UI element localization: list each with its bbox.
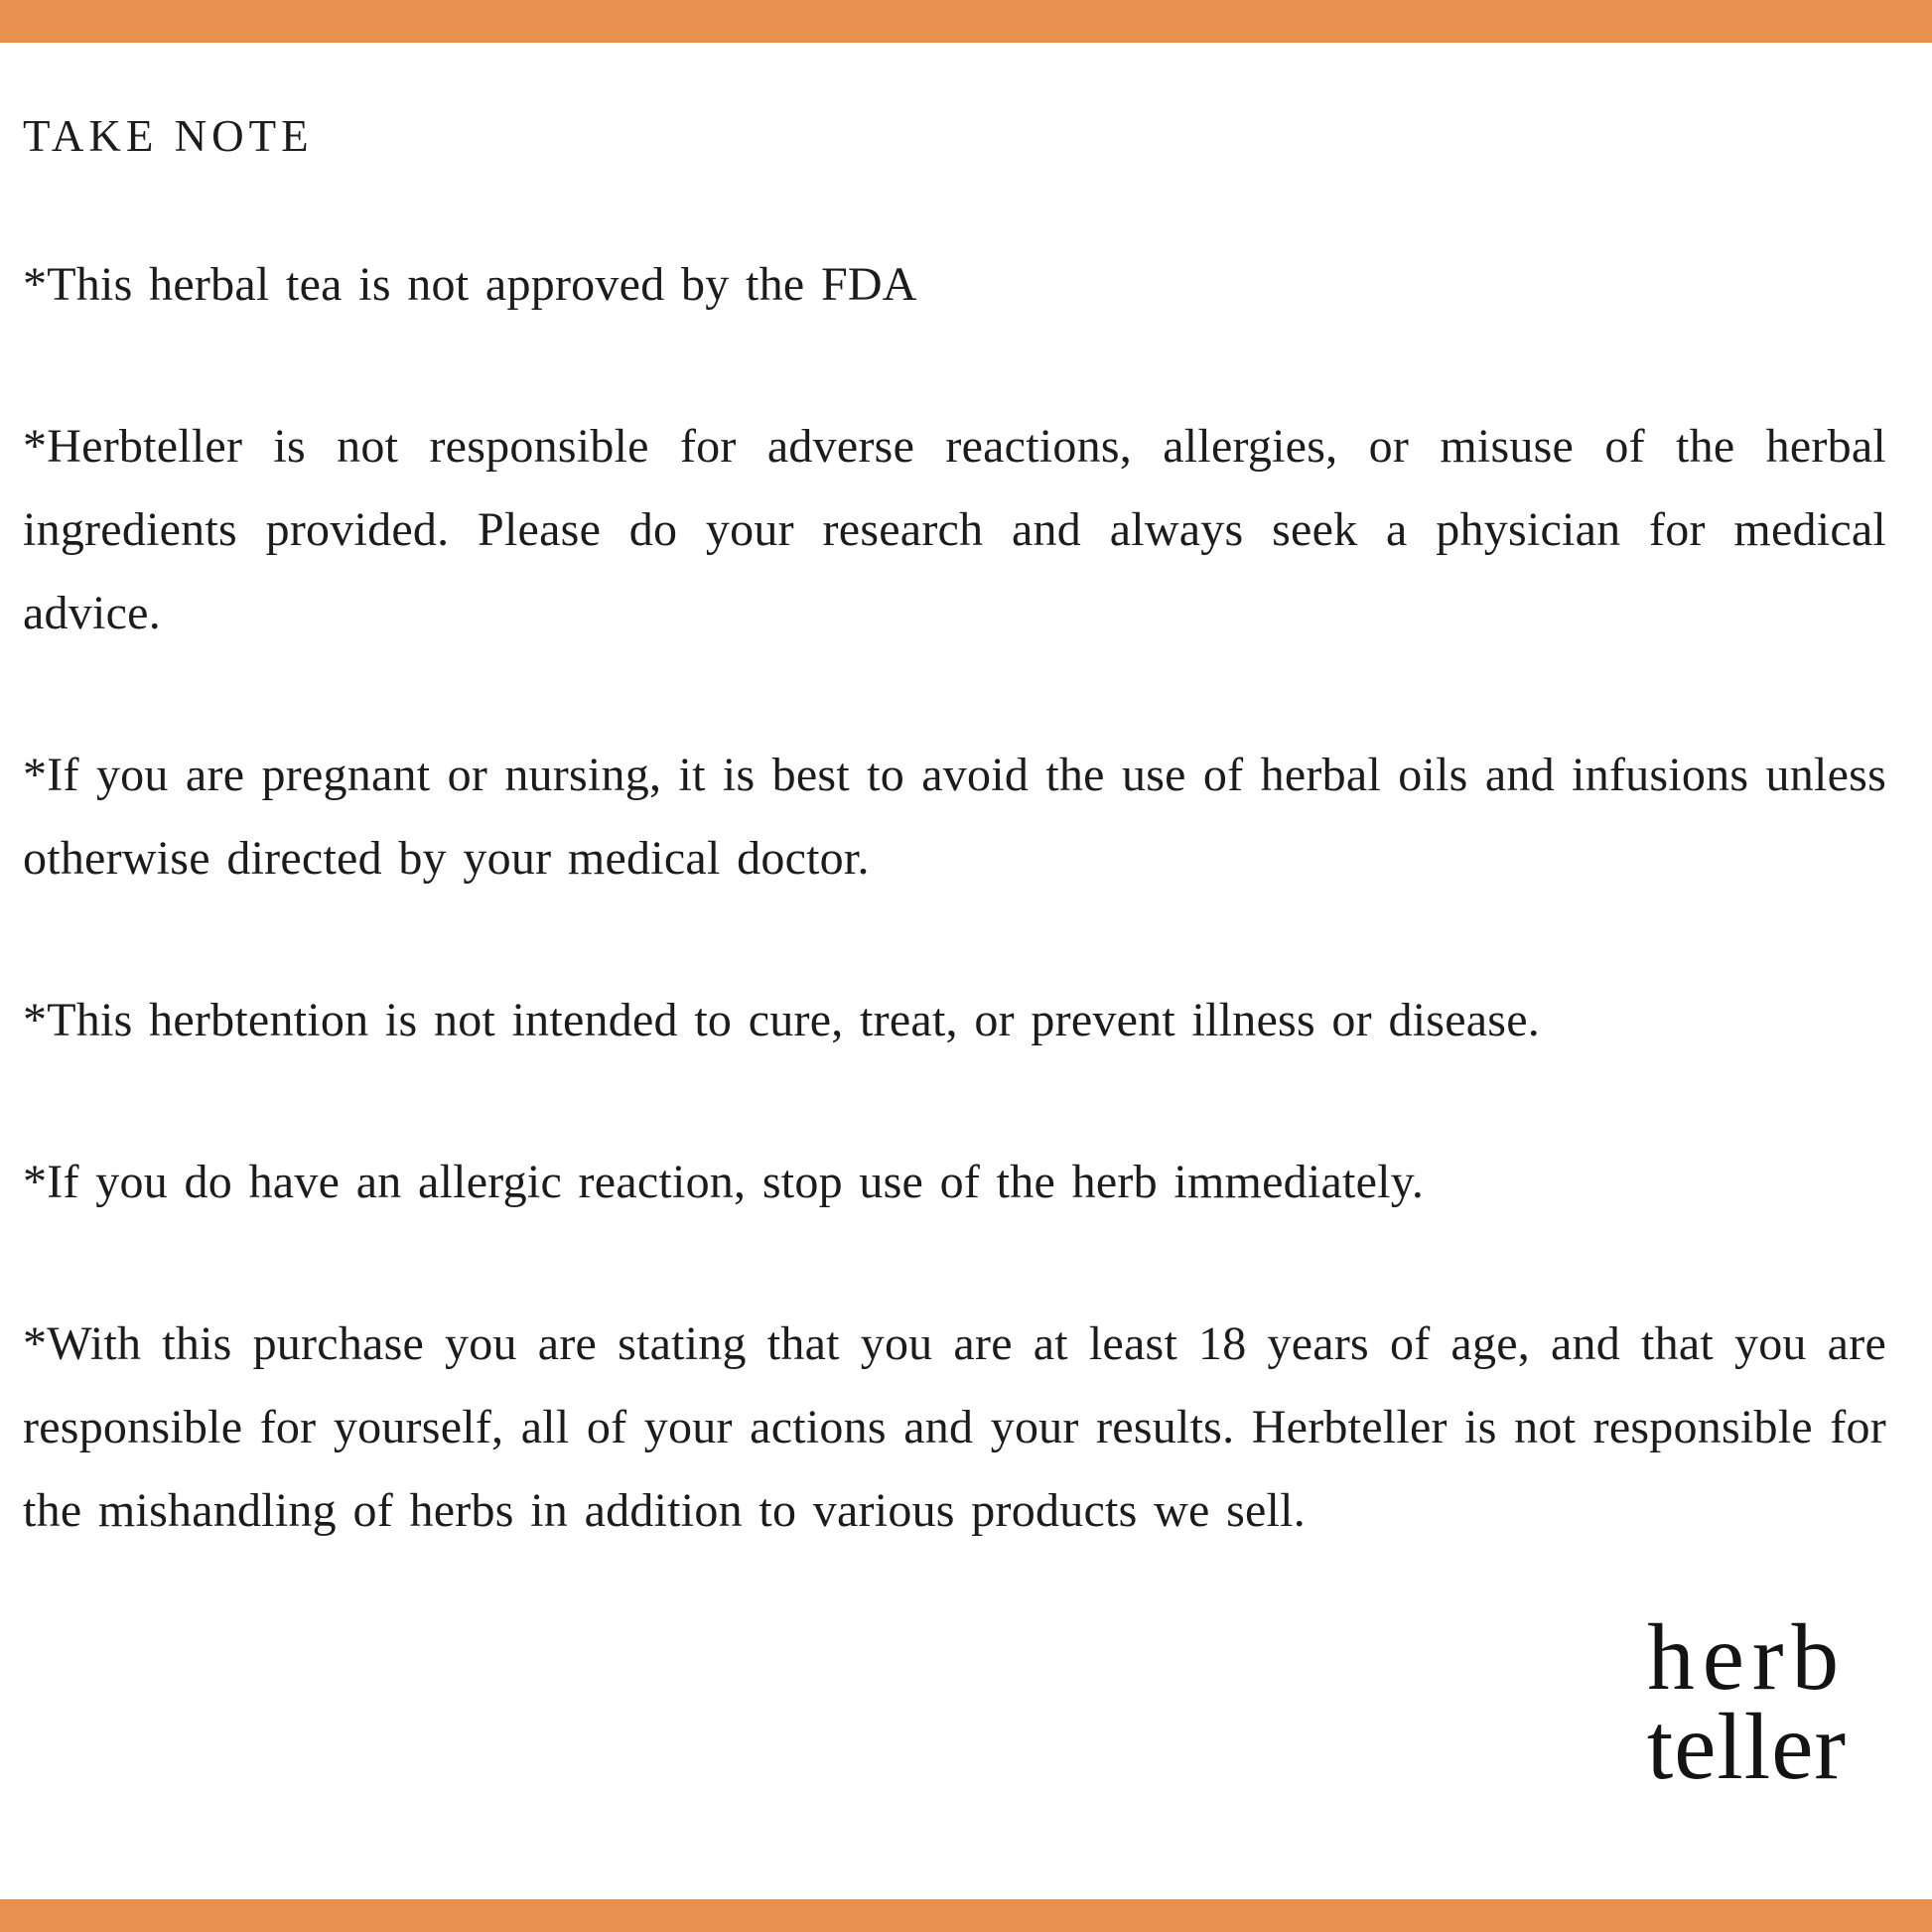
note-paragraph-not-a-cure: *This herbtention is not intended to cure, treat, or prevent illness or disease. [23,994,1540,1046]
page-title: TAKE NOTE [23,111,314,161]
bottom-accent-bar [0,1899,1932,1932]
herbteller-logo [23,1604,1847,1799]
disclaimer-list [23,243,1886,1553]
note-paragraph-fda: *This herbal tea is not approved by the FDA [23,258,917,311]
note-content [0,43,1932,1899]
logo-word-teller: teller [1646,1694,1847,1799]
note-paragraph-liability: *Herbteller is not responsible for adverse reactions, allergies, or misuse of the herbal ingredients provided. Please do your research and always seek a physician for medical advice. [23,420,1886,639]
logo-word-herb: herb [1647,1604,1847,1710]
note-paragraph-allergic-reaction: *If you do have an allergic reaction, stop use of the herb immediately. [23,1156,1425,1208]
note-paragraph-pregnancy: *If you are pregnant or nursing, it is best to avoid the use of herbal oils and infusions unless otherwise directed by your medical doctor. [23,749,1886,885]
top-accent-bar [0,0,1932,43]
note-paragraph-age-responsibility: *With this purchase you are stating that you are at least 18 years of age, and that you are responsible for yourself, all of your actions and your results. Herbteller is not responsible for the mishandling of herbs in addition to various products we sell. [23,1317,1886,1537]
